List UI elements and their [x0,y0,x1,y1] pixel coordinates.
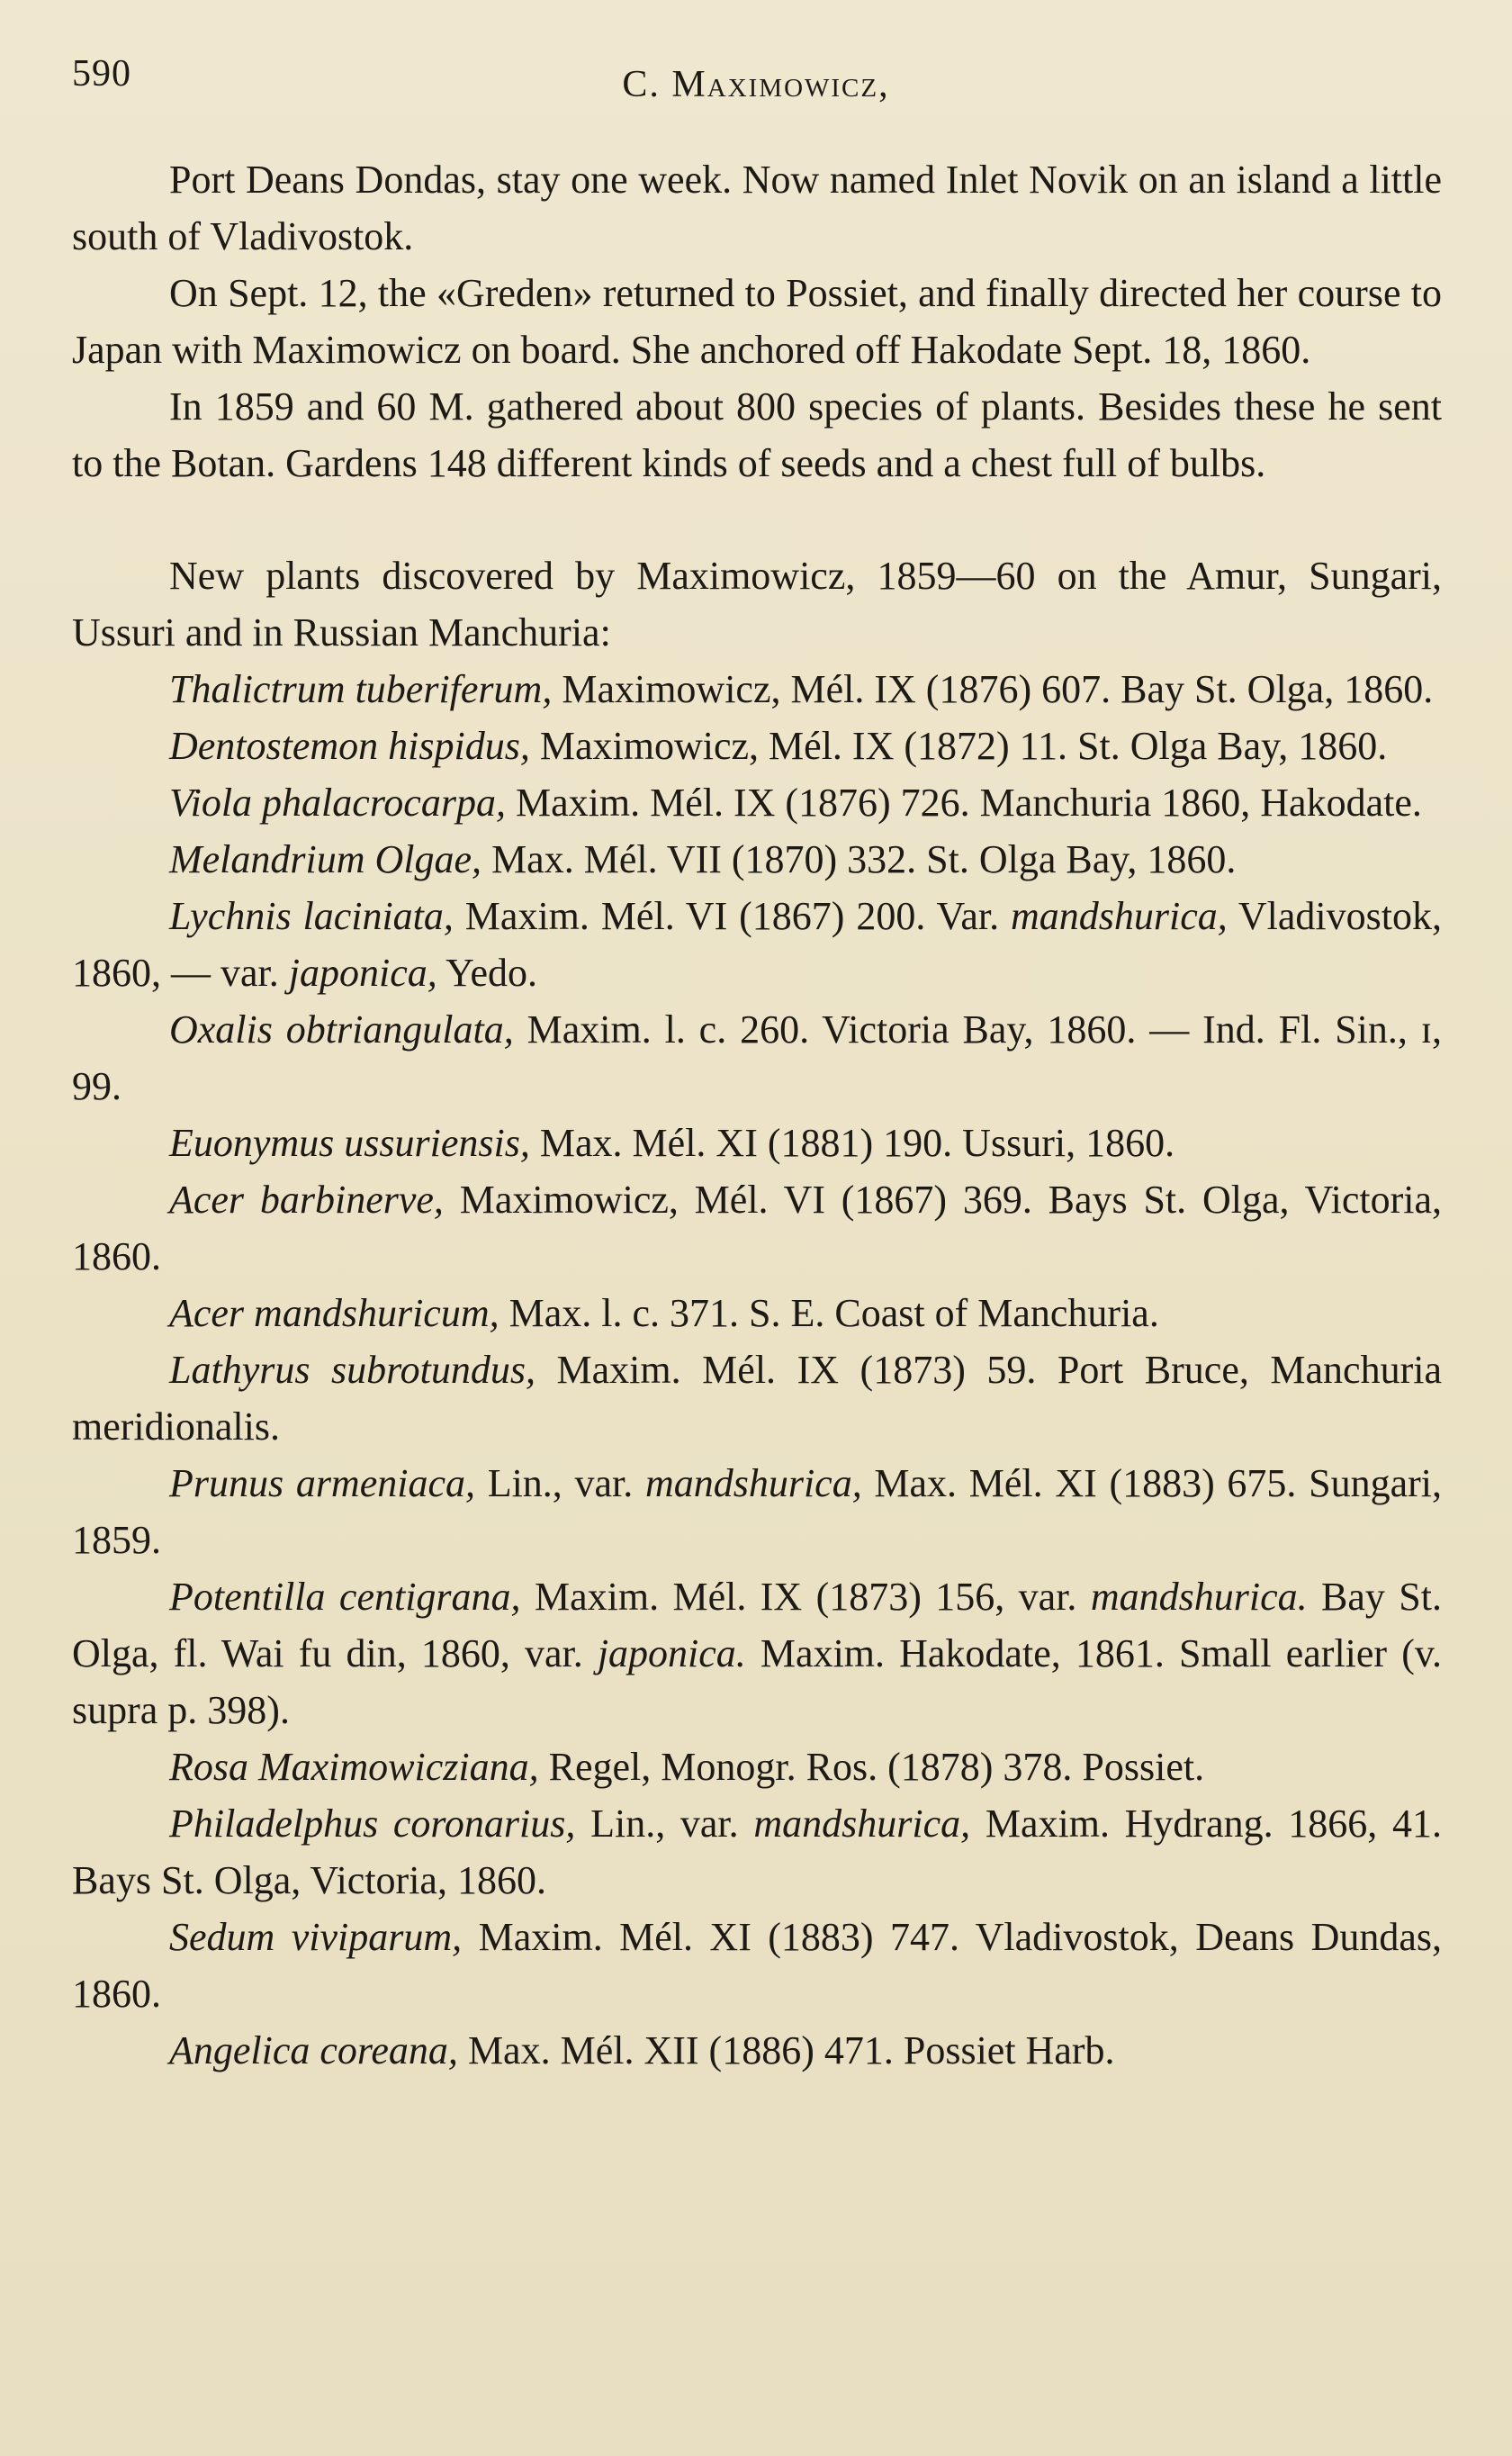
citation: Maxim. Hakodate, 1861. Small earlier (v. supra p. 398). [72,1631,1442,1732]
variety-name: mandshurica, [1011,894,1228,938]
species-name: Acer mandshuricum, [169,1291,500,1335]
citation: Maxim. l. c. 260. Victoria Bay, 1860. — Ind. Fl. Sin., ɪ, 99. [72,1007,1442,1108]
species-entry [72,1001,1442,1115]
citation: Maxim. Mél. XI (1883) 747. Vladivostok, Deans Dundas, 1860. [72,1915,1443,2016]
species-entry [72,2022,1442,2079]
list-intro: New plants discovered by Maximowicz, 1859—60 on the Amur, Sungari, Ussuri and in Russian Manchuria: [72,554,1442,655]
citation: Maxim. Hydrang. 1866, 41. Bays St. Olga, Victoria, 1860. [72,1801,1442,1902]
species-name: Philadelphus coronarius, [169,1801,576,1846]
running-head: C. Maximowicz, [622,64,890,105]
variety-name: japonica, [288,951,437,995]
citation: Maximowicz, Mél. IX (1876) 607. Bay St. Olga, 1860. [552,667,1434,711]
species-entry [72,1738,1442,1795]
citation: Maxim. Mél. IX (1876) 726. Manchuria 1860, Hakodate. [505,781,1422,825]
species-name: Prunus armeniaca, [169,1461,475,1505]
species-entry [72,1795,1442,1909]
page-number: 590 [72,53,131,95]
species-entry [72,718,1442,774]
species-name: Rosa Maximowicziana, [169,1745,539,1789]
variety-name: mandshurica, [644,1461,862,1505]
paragraph: On Sept. 12, the «Greden» returned to Possiet, and finally directed her course to Japan with Maximowicz on board. She anchored off Hakodate Sept. 18, 1860. [72,271,1442,372]
citation: Maximowicz, Mél. VI (1867) 369. Bays St. Olga, Victoria, 1860. [72,1178,1443,1278]
species-name: Potentilla centigrana, [169,1575,521,1619]
citation: Max. Mél. XI (1883) 675. Sungari, 1859. [72,1461,1443,1562]
citation: Max. Mél. XII (1886) 471. Possiet Harb. [457,2028,1115,2072]
citation: Maxim. Mél. IX (1873) 59. Port Bruce, Manchuria meridionalis. [72,1348,1442,1449]
citation: Maxim. Mél. IX (1873) 156, var. [520,1575,1091,1619]
species-name: Thalictrum tuberiferum, [169,667,553,711]
citation: Vladivostok, 1860, — var. [72,894,1442,995]
citation: Max. l. c. 371. S. E. Coast of Manchuria. [499,1291,1159,1335]
species-entry [72,1115,1442,1171]
variety-name: mandshurica. [1090,1575,1308,1619]
citation: Yedo. [436,951,538,995]
citation: Bay St. Olga, fl. Wai fu din, 1860, var. [72,1575,1442,1675]
paragraph: In 1859 and 60 M. gathered about 800 species of plants. Besides these he sent to the Botan. Gardens 148 different kinds of seeds and a chest full of bulbs. [72,384,1442,485]
variety-name: mandshurica, [753,1801,971,1846]
citation: Lin., var. [575,1801,754,1846]
species-entry [72,1285,1442,1341]
species-name: Dentostemon hispidus, [169,724,530,768]
species-name: Oxalis obtriangulata, [169,1007,514,1052]
species-entry [72,1341,1442,1455]
species-entry [72,661,1442,718]
species-entry [72,888,1442,1001]
body-text [72,151,1442,2079]
citation: Maximowicz, Mél. IX (1872) 11. St. Olga Bay, 1860. [529,724,1388,768]
species-name: Angelica coreana, [169,2028,458,2072]
species-entry [72,1568,1442,1738]
species-entry [72,1171,1442,1285]
species-name: Viola phalacrocarpa, [169,781,506,825]
citation: Max. Mél. VII (1870) 332. St. Olga Bay, 1860. [482,837,1237,881]
species-entry [72,774,1442,831]
citation: Regel, Monogr. Ros. (1878) 378. Possiet. [538,1745,1205,1789]
citation: Lin., var. [475,1461,645,1505]
citation: Maxim. Mél. VI (1867) 200. Var. [453,894,1011,938]
species-name: Euonymus ussuriensis, [169,1121,530,1165]
species-name: Acer barbinerve, [169,1178,444,1222]
species-name: Lychnis laciniata, [169,894,454,938]
variety-name: japonica. [597,1631,746,1675]
species-name: Sedum viviparum, [169,1915,463,1959]
species-name: Melandrium Olgae, [169,837,482,881]
species-entry [72,1455,1442,1568]
species-entry [72,831,1442,888]
citation: Max. Mél. XI (1881) 190. Ussuri, 1860. [529,1121,1175,1165]
paragraph: Port Deans Dondas, stay one week. Now named Inlet Novik on an island a little south of Vladivostok. [72,158,1442,258]
species-entry [72,1909,1442,2022]
species-name: Lathyrus subrotundus, [169,1348,536,1392]
